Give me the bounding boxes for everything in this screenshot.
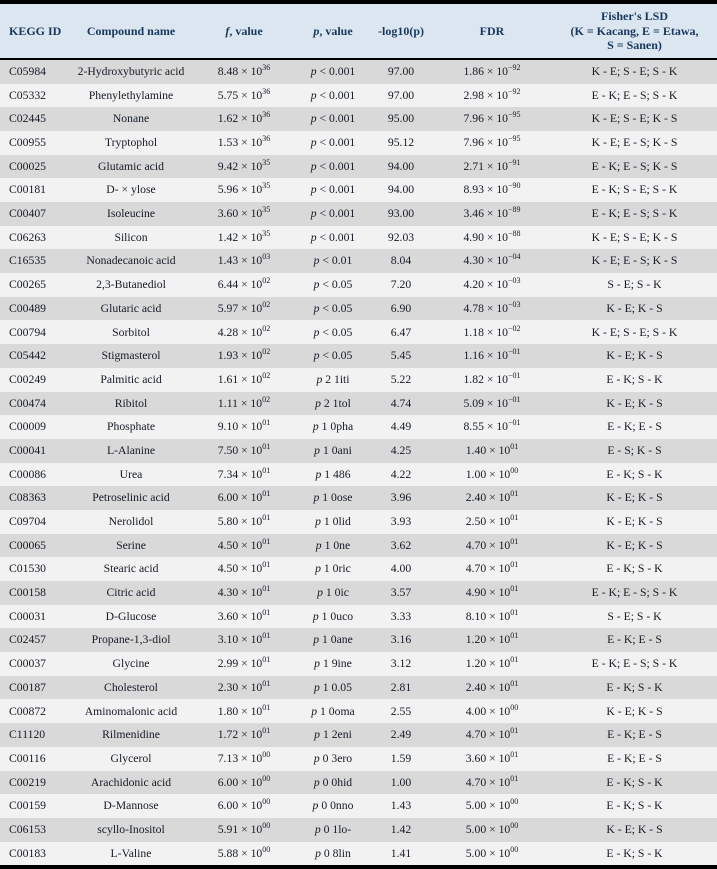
fdr-cell: $4.78 \times 10^{-03}$ [463, 299, 521, 315]
fdr-cell: $2.50 \times 10^{01}$ [465, 513, 519, 529]
compound-cell: Cholesterol [104, 680, 158, 694]
fdr-cell: $4.00 \times 10^{00}$ [465, 702, 519, 718]
log10p-cell: 4.49 [390, 420, 412, 434]
lsd-cell: K - E; K - S [606, 538, 663, 552]
log10p-cell: 3.33 [390, 609, 412, 623]
log10p-cell: 1.00 [390, 775, 412, 789]
p-value-cell: p < 0.001 [310, 136, 356, 150]
table-row [0, 510, 717, 534]
fdr-cell: $5.00 \times 10^{00}$ [465, 797, 519, 813]
table-row [0, 107, 717, 131]
p-value-cell: p 0 1lo- [314, 822, 352, 836]
f-value-cell: $1.62 \times 10^{36}$ [217, 110, 271, 126]
lsd-cell: E - K; E - S [607, 633, 662, 647]
kegg-id-cell: C06153 [9, 822, 47, 836]
fdr-cell: $7.96 \times 10^{-95}$ [463, 110, 521, 126]
log10p-cell: 3.62 [390, 538, 412, 552]
f-value-cell: $4.28 \times 10^{02}$ [217, 323, 271, 339]
p-value-cell: p 1 486 [315, 467, 351, 481]
p-value-cell: p 1 9ine [314, 657, 352, 671]
table-row [0, 344, 717, 368]
lsd-cell: E - K; E - S; S - K [591, 207, 678, 221]
f-value-cell: $1.11 \times 10^{02}$ [217, 394, 271, 410]
kegg-id-cell: C00187 [9, 680, 47, 694]
f-value-cell: $3.60 \times 10^{35}$ [217, 205, 271, 221]
lsd-cell: K - E; K - S [606, 822, 663, 836]
fdr-cell: $4.90 \times 10^{01}$ [465, 584, 519, 600]
lsd-cell: E - K; S - K [606, 799, 663, 813]
header-row [0, 4, 717, 59]
table-row [0, 249, 717, 273]
table-row [0, 226, 717, 250]
col-header-compound-name: Compound name [70, 4, 192, 59]
kegg-id-cell: C05442 [9, 349, 47, 363]
p-symbol: p [313, 23, 320, 38]
compound-cell: Glycerol [110, 751, 152, 765]
f-value-cell: $1.43 \times 10^{03}$ [217, 252, 271, 268]
f-value-cell: $8.48 \times 10^{36}$ [217, 63, 271, 78]
table-row [0, 699, 717, 723]
compound-cell: Phenylethylamine [88, 88, 174, 102]
kegg-id-cell: C00116 [9, 751, 46, 765]
table-row [0, 392, 717, 416]
table-row [0, 155, 717, 179]
log10p-cell: 97.00 [387, 64, 415, 78]
compound-cell: Urea [119, 467, 143, 481]
lsd-cell: E - S; K - S [607, 443, 662, 457]
table-row [0, 202, 717, 226]
table-row [0, 84, 717, 108]
p-value-cell: p 1 0ane [313, 633, 353, 647]
compound-cell: scyllo-Inositol [97, 822, 165, 836]
compound-cell: Petroselinic acid [92, 491, 170, 505]
p-value-cell: p 1 0lid [315, 515, 351, 529]
log10p-cell: 1.42 [390, 822, 412, 836]
compound-cell: D- × ylose [106, 183, 156, 197]
kegg-id-cell: C00025 [9, 159, 47, 173]
compound-cell: Nonane [112, 112, 150, 126]
kegg-id-cell: C00158 [9, 586, 47, 600]
f-value-cell: $4.50 \times 10^{01}$ [217, 560, 271, 576]
f-value-cell: $7.50 \times 10^{01}$ [217, 442, 271, 457]
kegg-id-cell: C11120 [9, 728, 46, 742]
kegg-id-cell: C02457 [9, 633, 47, 647]
lsd-cell: E - K; E - S; S - K [591, 88, 678, 102]
f-symbol: f [225, 23, 230, 38]
kegg-id-cell: C00872 [9, 704, 47, 718]
log10p-cell: 1.43 [390, 799, 412, 813]
lsd-cell: E - K; E - S [607, 728, 662, 742]
log10p-cell: 92.03 [387, 230, 415, 244]
p-value-cell: p < 0.05 [313, 301, 353, 315]
f-value-cell: $1.80 \times 10^{01}$ [217, 702, 271, 718]
kegg-id-cell: C00086 [9, 467, 47, 481]
log10p-cell: 95.12 [387, 136, 415, 150]
compound-cell: Serine [116, 538, 146, 552]
col-header-f-value [192, 4, 296, 59]
p-value-cell: p < 0.01 [313, 254, 353, 268]
lsd-cell: K - E; S - E; K - S [591, 230, 678, 244]
f-value-cell: $3.10 \times 10^{01}$ [217, 631, 271, 647]
lsd-cell: E - K; E - S; S - K [591, 657, 678, 671]
log10p-cell: 2.55 [390, 704, 412, 718]
table-row [0, 297, 717, 321]
f-value-cell: $1.53 \times 10^{36}$ [217, 134, 271, 150]
lsd-cell: K - E; K - S [606, 515, 663, 529]
compound-cell: Tryptophol [104, 136, 158, 150]
compound-cell: Palmitic acid [100, 372, 162, 386]
f-value-cell: $3.60 \times 10^{01}$ [217, 607, 271, 623]
p-value-cell: p 1 0ose [313, 491, 353, 505]
table-row [0, 676, 717, 700]
compound-cell: L-Alanine [106, 443, 156, 457]
p-value-cell: p < 0.001 [310, 183, 356, 197]
log10p-cell: 3.96 [390, 491, 412, 505]
table-row [0, 771, 717, 795]
kegg-id-cell: C00474 [9, 396, 47, 410]
compound-cell: Aminomalonic acid [84, 704, 178, 718]
fdr-cell: $7.96 \times 10^{-95}$ [463, 134, 521, 150]
lsd-cell: K - E; E - S; K - S [591, 254, 678, 268]
p-value-cell: p < 0.001 [310, 88, 356, 102]
f-value-cell: $4.30 \times 10^{01}$ [217, 584, 271, 600]
f-value-cell: $4.50 \times 10^{01}$ [217, 536, 271, 552]
kegg-id-cell: C08363 [9, 491, 47, 505]
compound-cell: Sorbitol [112, 325, 150, 339]
log10p-cell: 93.00 [387, 207, 415, 221]
kegg-id-cell: C00009 [9, 420, 47, 434]
f-value-cell: $9.42 \times 10^{35}$ [217, 157, 271, 173]
kegg-id-cell: C00183 [9, 846, 47, 860]
log10p-cell: 94.00 [387, 183, 415, 197]
fdr-cell: $3.46 \times 10^{-89}$ [463, 205, 521, 221]
table-row [0, 59, 717, 84]
log10p-cell: 4.00 [390, 562, 412, 576]
kegg-id-cell: C00219 [9, 775, 47, 789]
log10p-cell: 94.00 [387, 159, 415, 173]
log10p-cell: 3.93 [390, 515, 412, 529]
fdr-cell: $5.09 \times 10^{-01}$ [463, 394, 521, 410]
fdr-cell: $4.70 \times 10^{01}$ [465, 773, 519, 789]
f-value-cell: $5.88 \times 10^{00}$ [217, 844, 271, 860]
p-header-rest: , value [319, 23, 353, 38]
f-value-cell: $5.96 \times 10^{35}$ [217, 181, 271, 197]
fdr-cell: $2.40 \times 10^{01}$ [465, 489, 519, 505]
kegg-id-cell: C00031 [9, 609, 47, 623]
compound-cell: Phosphate [106, 420, 156, 434]
p-value-cell: p 1 0oma [311, 704, 355, 718]
col-header-fdr: FDR [432, 4, 552, 59]
log10p-cell: 2.49 [390, 728, 412, 742]
f-value-cell: $6.00 \times 10^{01}$ [217, 489, 271, 505]
lsd-cell: S - E; S - K [607, 278, 662, 292]
compound-cell: 2,3-Butanediol [96, 278, 166, 292]
f-value-cell: $1.42 \times 10^{35}$ [217, 228, 271, 244]
p-value-cell: p < 0.05 [313, 278, 353, 292]
kegg-id-cell: C09704 [9, 515, 47, 529]
p-value-cell: p 0 0hid [313, 775, 353, 789]
table-row [0, 557, 717, 581]
kegg-id-cell: C01530 [9, 562, 47, 576]
p-value-cell: p < 0.05 [313, 325, 353, 339]
lsd-cell: K - E; S - E; K - S [591, 112, 678, 126]
p-value-cell: p < 0.001 [310, 207, 356, 221]
lsd-cell: E - K; E - S; K - S [591, 159, 678, 173]
f-value-cell: $6.00 \times 10^{00}$ [217, 773, 271, 789]
fdr-cell: $1.40 \times 10^{01}$ [465, 442, 519, 457]
kegg-id-cell: C00249 [9, 372, 47, 386]
log10p-cell: 4.25 [390, 443, 412, 457]
metabolite-results-table [0, 4, 717, 865]
f-value-cell: $1.93 \times 10^{02}$ [217, 347, 271, 363]
fdr-cell: $5.00 \times 10^{00}$ [465, 844, 519, 860]
p-value-cell: p 0 3ero [313, 751, 353, 765]
p-value-cell: p 0 8lin [315, 846, 351, 860]
lsd-cell: K - E; K - S [606, 396, 663, 410]
f-value-cell: $6.44 \times 10^{02}$ [217, 276, 271, 292]
table-row [0, 273, 717, 297]
fdr-cell: $1.82 \times 10^{-01}$ [463, 371, 521, 386]
p-value-cell: p 1 0ani [314, 443, 352, 457]
log10p-cell: 3.16 [390, 633, 412, 647]
lsd-header-line3: S = Sanen) [607, 38, 662, 53]
compound-cell: Glutaric acid [100, 301, 162, 315]
log10p-cell: 1.59 [390, 751, 412, 765]
compound-cell: Propane-1,3-diol [91, 633, 171, 647]
p-value-cell: p 1 0ic [317, 586, 349, 600]
p-value-cell: p < 0.001 [310, 230, 356, 244]
compound-cell: Silicon [114, 230, 148, 244]
fdr-cell: $2.71 \times 10^{-91}$ [463, 157, 521, 173]
f-value-cell: $1.72 \times 10^{01}$ [217, 726, 271, 742]
p-value-cell: p < 0.001 [310, 159, 356, 173]
lsd-cell: K - E; E - S; K - S [591, 136, 678, 150]
log10p-cell: 7.20 [390, 278, 412, 292]
kegg-id-cell: C05984 [9, 64, 47, 78]
table-row [0, 628, 717, 652]
lsd-cell: E - K; E - S; S - K [591, 586, 678, 600]
p-value-cell: p 1 0ne [315, 538, 351, 552]
fdr-cell: $4.30 \times 10^{-04}$ [463, 252, 521, 268]
fdr-cell: $4.70 \times 10^{01}$ [465, 560, 519, 576]
lsd-cell: K - E; K - S [606, 301, 663, 315]
fdr-cell: $5.00 \times 10^{00}$ [465, 821, 519, 836]
f-value-cell: $2.99 \times 10^{01}$ [217, 655, 271, 671]
compound-cell: Isoleucine [106, 207, 156, 221]
fdr-cell: $1.00 \times 10^{00}$ [465, 465, 519, 481]
log10p-cell: 6.47 [390, 325, 412, 339]
table-row [0, 415, 717, 439]
table-row [0, 320, 717, 344]
kegg-id-cell: C00407 [9, 207, 47, 221]
table-body [0, 59, 717, 865]
lsd-cell: K - E; S - E; S - K [591, 325, 678, 339]
log10p-cell: 5.45 [390, 349, 412, 363]
log10p-cell: 95.00 [387, 112, 415, 126]
table-row [0, 439, 717, 463]
kegg-id-cell: C16535 [9, 254, 47, 268]
f-value-cell: $5.80 \times 10^{01}$ [217, 513, 271, 529]
p-value-cell: p < 0.001 [310, 64, 356, 78]
p-value-cell: p 1 0uco [312, 609, 354, 623]
f-header-rest: , value [229, 23, 263, 38]
lsd-cell: K - E; K - S [606, 704, 663, 718]
log10p-cell: 4.22 [390, 467, 412, 481]
kegg-id-cell: C00159 [9, 799, 47, 813]
log10p-cell: 6.90 [390, 301, 412, 315]
table-row [0, 486, 717, 510]
p-value-cell: p 2 1iti [316, 372, 350, 386]
table-row [0, 747, 717, 771]
fdr-cell: $1.18 \times 10^{-02}$ [463, 323, 521, 339]
log10p-cell: 8.04 [390, 254, 412, 268]
table-row [0, 652, 717, 676]
kegg-id-cell: C00037 [9, 657, 47, 671]
compound-cell: D-Mannose [103, 799, 159, 813]
compound-cell: D-Glucose [105, 609, 157, 623]
lsd-cell: E - K; S - K [606, 846, 663, 860]
lsd-cell: K - E; K - S [606, 349, 663, 363]
table-row [0, 581, 717, 605]
p-value-cell: p 1 0pha [312, 420, 354, 434]
lsd-cell: E - K; E - S [607, 751, 662, 765]
fdr-cell: $8.10 \times 10^{01}$ [465, 607, 519, 623]
p-value-cell: p 1 0ric [315, 562, 351, 576]
compound-cell: 2-Hydroxybutyric acid [77, 64, 185, 78]
table-row [0, 794, 717, 818]
kegg-id-cell: C00065 [9, 538, 47, 552]
lsd-cell: E - K; S - K [606, 680, 663, 694]
fdr-cell: $1.86 \times 10^{-92}$ [463, 63, 521, 78]
kegg-id-cell: C00181 [9, 183, 47, 197]
col-header-fishers-lsd [552, 4, 717, 59]
col-header-kegg-id: KEGG ID [0, 4, 70, 59]
table-row [0, 368, 717, 392]
table-row [0, 463, 717, 487]
compound-cell: Ribitol [114, 396, 148, 410]
log10p-cell: 97.00 [387, 88, 415, 102]
fdr-cell: $3.60 \times 10^{01}$ [465, 750, 519, 765]
compound-cell: Rilmenidine [102, 728, 160, 742]
lsd-cell: E - K; E - S [607, 420, 662, 434]
f-value-cell: $1.61 \times 10^{02}$ [217, 371, 271, 386]
kegg-id-cell: C00794 [9, 325, 47, 339]
log10p-cell: 3.12 [390, 657, 412, 671]
lsd-header-line2: (K = Kacang, E = Etawa, [570, 23, 699, 38]
table-row [0, 534, 717, 558]
compound-cell: Nerolidol [108, 515, 154, 529]
kegg-id-cell: C00265 [9, 278, 47, 292]
kegg-id-cell: C00489 [9, 301, 47, 315]
table-row [0, 605, 717, 629]
col-header-p-value [296, 4, 370, 59]
lsd-cell: E - K; S - K [606, 467, 663, 481]
fdr-cell: $4.70 \times 10^{01}$ [465, 726, 519, 742]
lsd-cell: S - E; S - K [607, 609, 662, 623]
f-value-cell: $9.10 \times 10^{01}$ [217, 418, 271, 434]
table-row [0, 818, 717, 842]
lsd-cell: K - E; S - E; S - K [591, 64, 678, 78]
fdr-cell: $1.16 \times 10^{-01}$ [463, 347, 521, 363]
fdr-cell: $2.98 \times 10^{-92}$ [463, 86, 521, 102]
compound-cell: Stigmasterol [101, 349, 161, 363]
lsd-cell: E - K; S - K [606, 562, 663, 576]
lsd-cell: E - K; S - E; S - K [591, 183, 678, 197]
col-header-log10p: -log10(p) [370, 4, 432, 59]
log10p-cell: 3.57 [390, 586, 412, 600]
table-row [0, 131, 717, 155]
fdr-cell: $4.70 \times 10^{01}$ [465, 536, 519, 552]
p-value-cell: p < 0.001 [310, 112, 356, 126]
compound-cell: Citric acid [106, 586, 156, 600]
kegg-id-cell: C02445 [9, 112, 47, 126]
fdr-cell: $1.20 \times 10^{01}$ [465, 655, 519, 671]
table-row [0, 723, 717, 747]
f-value-cell: $5.91 \times 10^{00}$ [217, 821, 271, 836]
f-value-cell: $6.00 \times 10^{00}$ [217, 797, 271, 813]
lsd-cell: E - K; S - K [606, 372, 663, 386]
p-value-cell: p 2 1tol [315, 396, 351, 410]
compound-cell: Glutamic acid [98, 159, 164, 173]
f-value-cell: $5.75 \times 10^{36}$ [217, 86, 271, 102]
compound-cell: L-Valine [110, 846, 152, 860]
table-row [0, 178, 717, 202]
log10p-cell: 1.41 [390, 846, 412, 860]
compound-cell: Nonadecanoic acid [86, 254, 176, 268]
lsd-cell: K - E; K - S [606, 491, 663, 505]
compound-cell: Arachidonic acid [90, 775, 172, 789]
kegg-id-cell: C00955 [9, 136, 47, 150]
fdr-cell: $4.90 \times 10^{-88}$ [463, 228, 521, 244]
log10p-cell: 5.22 [390, 372, 412, 386]
kegg-id-cell: C06263 [9, 230, 47, 244]
compound-cell: Stearic acid [103, 562, 159, 576]
f-value-cell: $5.97 \times 10^{02}$ [217, 299, 271, 315]
compound-cell: Glycine [112, 657, 150, 671]
table-row [0, 842, 717, 866]
kegg-id-cell: C05332 [9, 88, 47, 102]
p-value-cell: p 0 0nno [312, 799, 354, 813]
f-value-cell: $7.13 \times 10^{00}$ [217, 750, 271, 765]
fdr-cell: $1.20 \times 10^{01}$ [465, 631, 519, 647]
fdr-cell: $8.55 \times 10^{-01}$ [463, 418, 521, 434]
fdr-cell: $4.20 \times 10^{-03}$ [463, 276, 521, 292]
p-value-cell: p 1 2eni [314, 728, 352, 742]
f-value-cell: $7.34 \times 10^{01}$ [217, 465, 271, 481]
fdr-cell: $8.93 \times 10^{-90}$ [463, 181, 521, 197]
lsd-header-line1: Fisher's LSD [600, 9, 668, 23]
f-value-cell: $2.30 \times 10^{01}$ [217, 678, 271, 694]
log10p-cell: 4.74 [390, 396, 412, 410]
lsd-cell: E - K; S - K [606, 775, 663, 789]
kegg-id-cell: C00041 [9, 443, 47, 457]
fdr-cell: $2.40 \times 10^{01}$ [465, 678, 519, 694]
log10p-cell: 2.81 [390, 680, 412, 694]
p-value-cell: p < 0.05 [313, 349, 353, 363]
p-value-cell: p 1 0.05 [314, 680, 352, 694]
